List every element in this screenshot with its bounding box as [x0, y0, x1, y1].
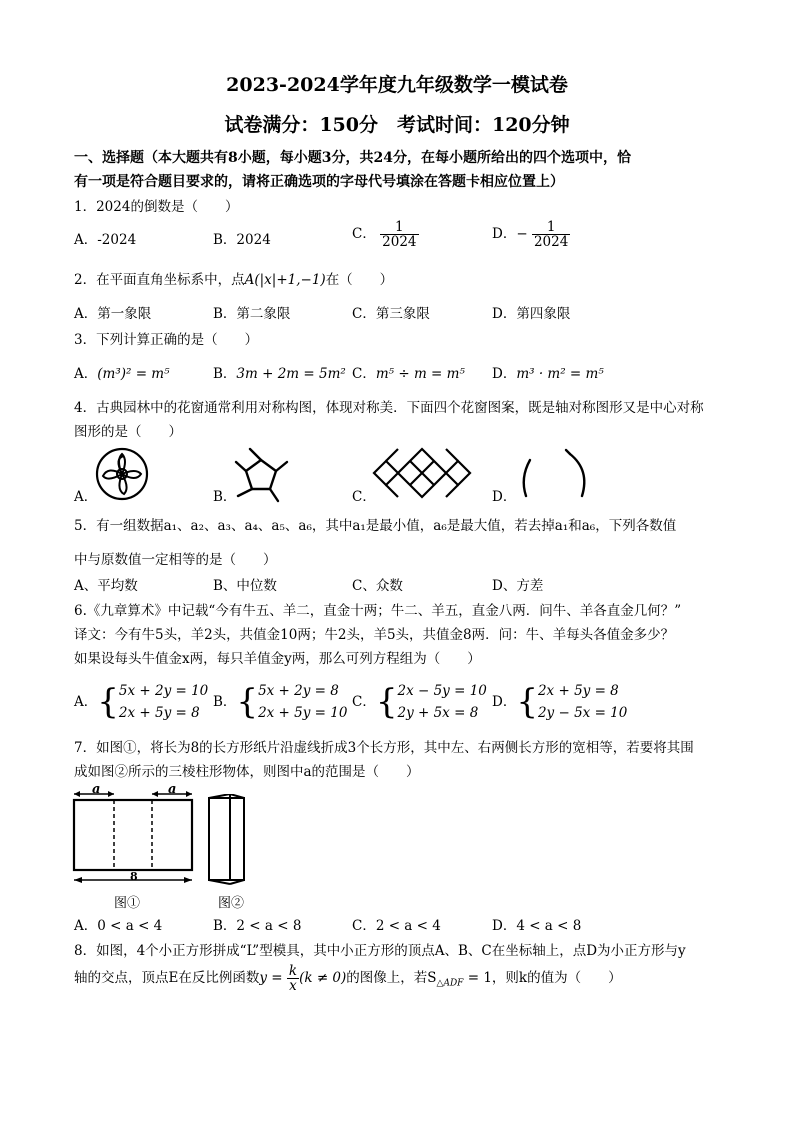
- q3-d-expr: m³ · m² = m⁵: [516, 366, 604, 382]
- q8-func-denominator: x: [289, 978, 297, 994]
- q8-line2-pre: 轴的交点，顶点E在反比例函数: [74, 970, 260, 986]
- q4-flower-window-a: [94, 446, 150, 502]
- q1-d-denominator: 2024: [533, 234, 569, 250]
- q2-stem-pre: 2．在平面直角坐标系中，点: [74, 272, 245, 288]
- q2-option-c: C．第三象限: [352, 306, 430, 322]
- q1-option-a: A．-2024: [74, 232, 137, 248]
- q8-area-subscript: △ADF: [436, 978, 464, 989]
- q6-option-d: [492, 680, 627, 724]
- q7-option-c: C．2 < a < 4: [352, 918, 441, 934]
- q6-c-eq2: 2y + 5x = 8: [397, 705, 479, 721]
- exam-info: 试卷满分：150分 考试时间：120分钟: [224, 114, 570, 136]
- q3-option-d: [492, 364, 604, 384]
- q3-d-label: D．: [492, 366, 517, 382]
- q7-label-a-left: a: [92, 782, 101, 797]
- q6-c-brace: {: [375, 682, 398, 722]
- q5-stem-line2: 中与原数值一定相等的是（ ）: [74, 552, 277, 568]
- q1-c-denominator: 2024: [382, 234, 417, 250]
- q3-stem: 3．下列计算正确的是（ ）: [74, 332, 259, 348]
- q6-d-brace: {: [516, 682, 538, 722]
- q4-option-c: C．: [352, 489, 376, 505]
- q6-b-brace: {: [236, 682, 259, 722]
- q2-option-b: B．第二象限: [213, 306, 291, 322]
- q6-stem-line3: 如果设每头牛值金x两，每只羊值金y两，那么可列方程组为（ ）: [74, 651, 481, 667]
- q6-option-a: [74, 680, 208, 724]
- q1-option-c-label: C．: [352, 226, 376, 242]
- q1-option-d: [492, 220, 570, 249]
- q5-option-b: B、中位数: [213, 578, 277, 594]
- q1-stem: 1．2024的倒数是（ ）: [74, 199, 239, 215]
- q6-b-eq1: 5x + 2y = 8: [258, 683, 339, 699]
- q7-figure-2-caption: 图②: [218, 896, 245, 911]
- q3-c-expr: m⁵ ÷ m = m⁵: [375, 366, 465, 382]
- q8-line2-end: = 1，则k的值为（ ）: [463, 970, 622, 986]
- q2-option-a: A．第一象限: [74, 306, 152, 322]
- q4-flower-window-c: [372, 447, 472, 499]
- q3-a-label: A．: [74, 366, 98, 382]
- q4-option-b: B．: [213, 489, 237, 505]
- q5-option-c: C、众数: [352, 578, 403, 594]
- q3-option-c: [352, 364, 465, 384]
- q7-stem-line2: 成如图②所示的三棱柱形物体，则图中a的范围是（ ）: [74, 764, 420, 780]
- q6-c-eq1: 2x − 5y = 10: [397, 683, 487, 699]
- q6-a-system: [119, 680, 208, 724]
- q3-b-expr: 3m + 2m = 5m²: [236, 366, 346, 382]
- q4-stem-line1: 4．古典园林中的花窗通常利用对称构图，体现对称美．下面四个花窗图案，既是轴对称图形又是中心对称: [74, 400, 704, 416]
- q6-a-brace: {: [97, 682, 119, 722]
- q8-func-lhs: y =: [259, 970, 287, 986]
- q6-a-eq2: 2x + 5y = 8: [118, 705, 200, 721]
- q6-stem-line1: 6.《九章算术》中记载“今有牛五、羊二，直金十两；牛二、羊五，直金八两．问牛、羊各直金几何？”: [74, 603, 682, 619]
- q1-c-numerator: 1: [380, 220, 418, 235]
- q4-option-a: A．: [74, 489, 98, 505]
- q4-flower-window-b: [232, 446, 290, 504]
- q1-d-numerator: 1: [532, 220, 570, 235]
- q8-func-condition: (k ≠ 0): [299, 970, 347, 986]
- q1-option-c: [352, 220, 419, 249]
- q4-flower-window-d: [514, 448, 594, 502]
- q7-label-length: 8: [130, 870, 138, 883]
- q6-c-system: [397, 680, 486, 724]
- q1-option-d-fraction: [532, 220, 570, 249]
- q6-d-label: D．: [492, 694, 517, 710]
- q1-option-b: B．2024: [213, 232, 271, 248]
- q8-func-fraction: [287, 964, 299, 993]
- q3-option-a: [74, 364, 170, 384]
- q2-stem: [74, 270, 393, 290]
- q8-func-numerator: k: [288, 963, 298, 979]
- q7-rectangle: [74, 800, 192, 870]
- q4-stem-line2: 图形的是（ ）: [74, 424, 182, 440]
- q4-option-d: D．: [492, 489, 517, 505]
- q6-c-label: C．: [352, 694, 376, 710]
- section-heading-line2: 有一项是符合题目要求的，请将正确选项的字母代号填涂在答题卡相应位置上）: [74, 174, 564, 190]
- q7-option-a: A．0 < a < 4: [74, 918, 163, 934]
- q3-option-b: [213, 364, 346, 384]
- q6-d-eq2: 2y − 5x = 10: [537, 705, 628, 721]
- q7-label-a-right: a: [168, 782, 177, 797]
- q6-d-eq1: 2x + 5y = 8: [537, 683, 619, 699]
- q7-option-b: B．2 < a < 8: [213, 918, 302, 934]
- q3-b-label: B．: [213, 366, 237, 382]
- q1-option-d-label: D．−: [492, 226, 528, 242]
- q7-figure-1-caption: 图①: [114, 896, 141, 911]
- q5-stem-line1: 5．有一组数据a₁、a₂、a₃、a₄、a₅、a₆，其中a₁是最小值，a₆是最大值，若去掉a₁和a₆，下列各数值: [74, 518, 677, 534]
- q7-option-d: D．4 < a < 8: [492, 918, 582, 934]
- q8-line2-post: 的图像上，若S: [346, 970, 437, 986]
- q6-b-label: B．: [213, 694, 237, 710]
- q6-b-eq2: 2x + 5y = 10: [258, 705, 348, 721]
- q3-c-label: C．: [352, 366, 376, 382]
- q6-b-system: [258, 680, 347, 724]
- q3-a-expr: (m³)² = m⁵: [97, 366, 170, 382]
- q5-option-d: D、方差: [492, 578, 544, 594]
- q1-option-c-fraction: [380, 220, 418, 249]
- q2-option-d: D．第四象限: [492, 306, 571, 322]
- q6-option-b: [213, 680, 347, 724]
- q5-option-a: A、平均数: [74, 578, 138, 594]
- section-heading-line1: 一、选择题（本大题共有8小题，每小题3分，共24分，在每小题所给出的四个选项中，恰: [74, 150, 631, 166]
- q6-option-c: [352, 680, 487, 724]
- q8-stem-line1: 8．如图，4个小正方形拼成“L”型模具，其中小正方形的顶点A、B、C在坐标轴上，点D为小正方形与y: [74, 943, 686, 959]
- page-title: 2023-2024学年度九年级数学一模试卷: [226, 74, 568, 96]
- q6-a-eq1: 5x + 2y = 10: [118, 683, 209, 699]
- q2-point: A(|x|+1,−1): [244, 272, 326, 288]
- q2-stem-post: 在（ ）: [325, 272, 394, 288]
- q6-d-system: [538, 680, 627, 724]
- q7-figure-2-prism: [206, 794, 248, 886]
- q7-stem-line1: 7．如图①，将长为8的长方形纸片沿虚线折成3个长方形，其中左、右两侧长方形的宽相等，若要将其围: [74, 740, 694, 756]
- q8-stem-line2: [74, 964, 622, 994]
- q6-stem-line2: 译文：今有牛5头，羊2头，共值金10两；牛2头，羊5头，共值金8两．问：牛、羊每头各值金多少？: [74, 627, 675, 643]
- q6-a-label: A．: [74, 694, 98, 710]
